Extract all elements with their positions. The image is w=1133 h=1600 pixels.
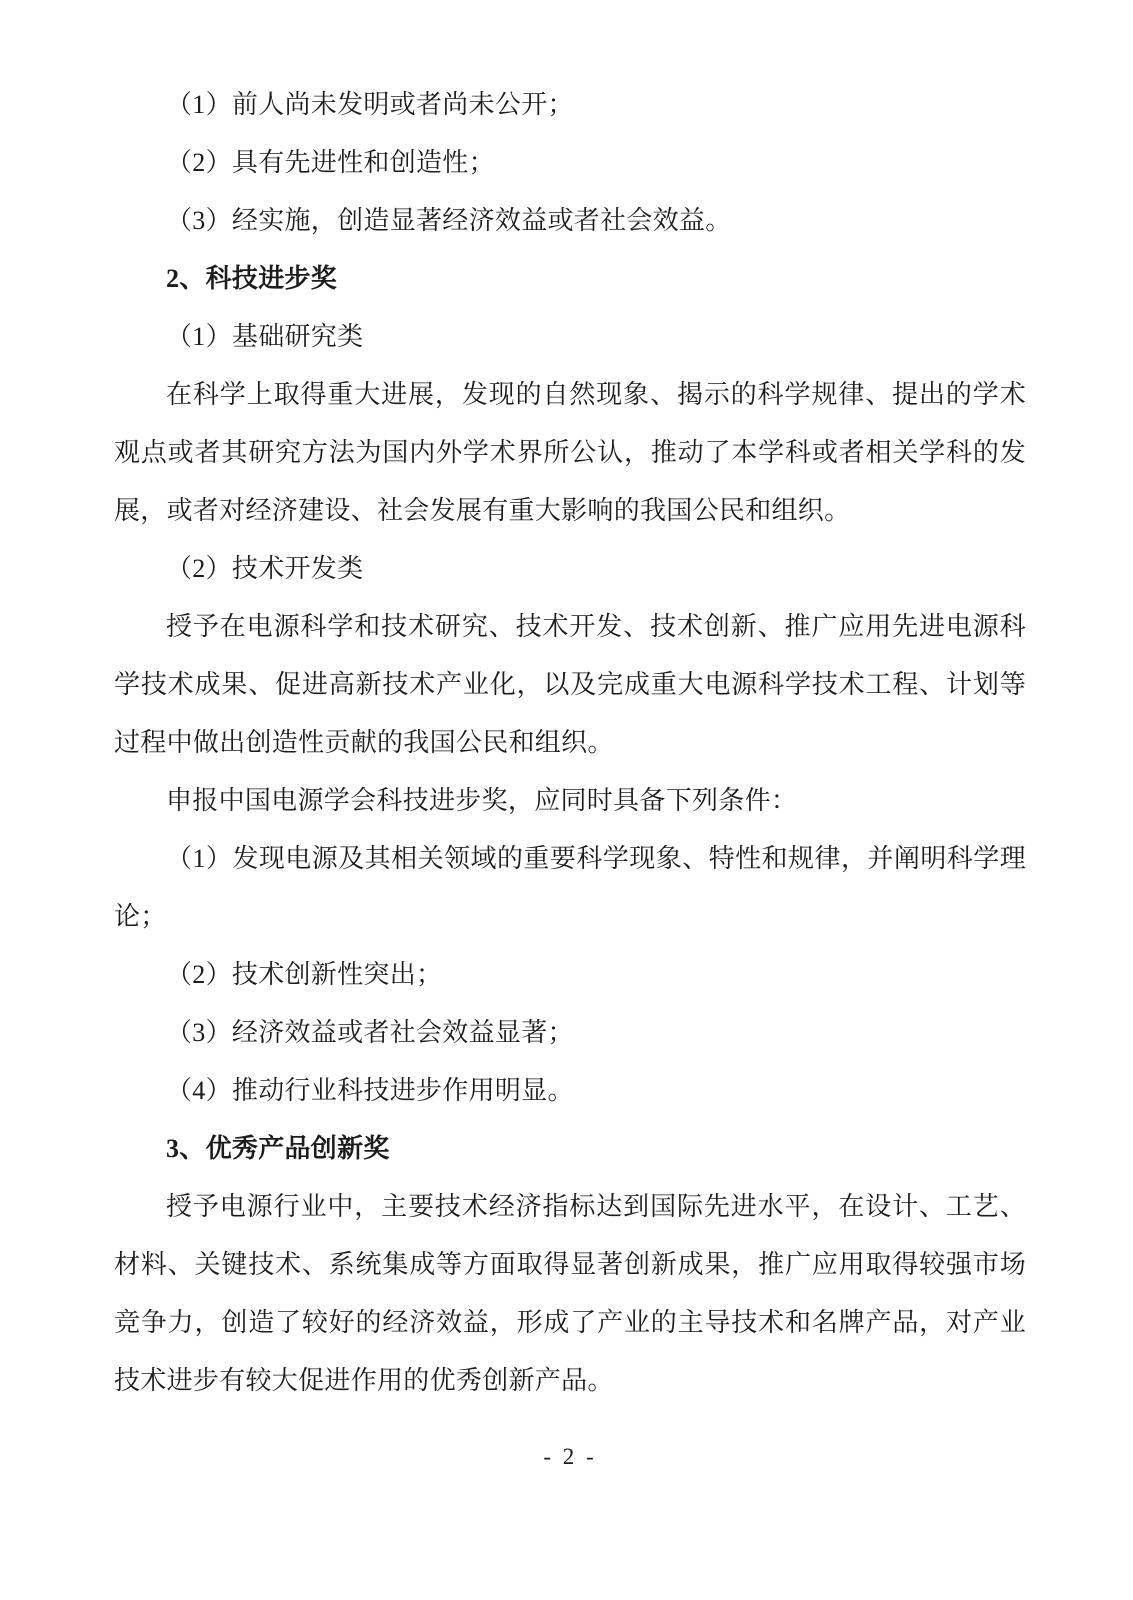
- paragraph: 授予电源行业中，主要技术经济指标达到国际先进水平，在设计、工艺、材料、关键技术、系统集成等方面取得显著创新成果，推广应用取得较强市场竞争力，创造了较好的经济效益，形成了产业的主导技术和名牌产品，对产业技术进步有较大促进作用的优秀创新产品。: [114, 1192, 1026, 1395]
- paragraph: （3）经济效益或者社会效益显著；: [166, 1018, 574, 1047]
- paragraph: （1）基础研究类: [166, 322, 364, 351]
- paragraph: （4）推动行业科技进步作用明显。: [166, 1076, 574, 1105]
- paragraph: 在科学上取得重大进展，发现的自然现象、揭示的科学规律、提出的学术观点或者其研究方法为国内外学术界所公认，推动了本学科或者相关学科的发展，或者对经济建设、社会发展有重大影响的我国公民和组织。: [114, 380, 1026, 525]
- paragraph: （2）技术创新性突出；: [166, 960, 443, 989]
- document-body: [114, 76, 1026, 1410]
- page-number: - 2 -: [543, 1444, 597, 1469]
- paragraph: （3）经实施，创造显著经济效益或者社会效益。: [166, 206, 732, 235]
- paragraph: 授予在电源科学和技术研究、技术开发、技术创新、推广应用先进电源科学技术成果、促进高新技术产业化，以及完成重大电源科学技术工程、计划等过程中做出创造性贡献的我国公民和组织。: [114, 612, 1026, 757]
- paragraph: （2）技术开发类: [166, 554, 364, 583]
- paragraph: 申报中国电源学会科技进步奖，应同时具备下列条件：: [166, 786, 798, 815]
- paragraph: （1）前人尚未发明或者尚未公开；: [166, 90, 574, 119]
- paragraph: （1）发现电源及其相关领域的重要科学现象、特性和规律，并阐明科学理论；: [114, 844, 1026, 931]
- section-heading: 3、优秀产品创新奖: [166, 1134, 390, 1163]
- section-heading: 2、科技进步奖: [166, 264, 338, 293]
- paragraph: （2）具有先进性和创造性；: [166, 148, 495, 177]
